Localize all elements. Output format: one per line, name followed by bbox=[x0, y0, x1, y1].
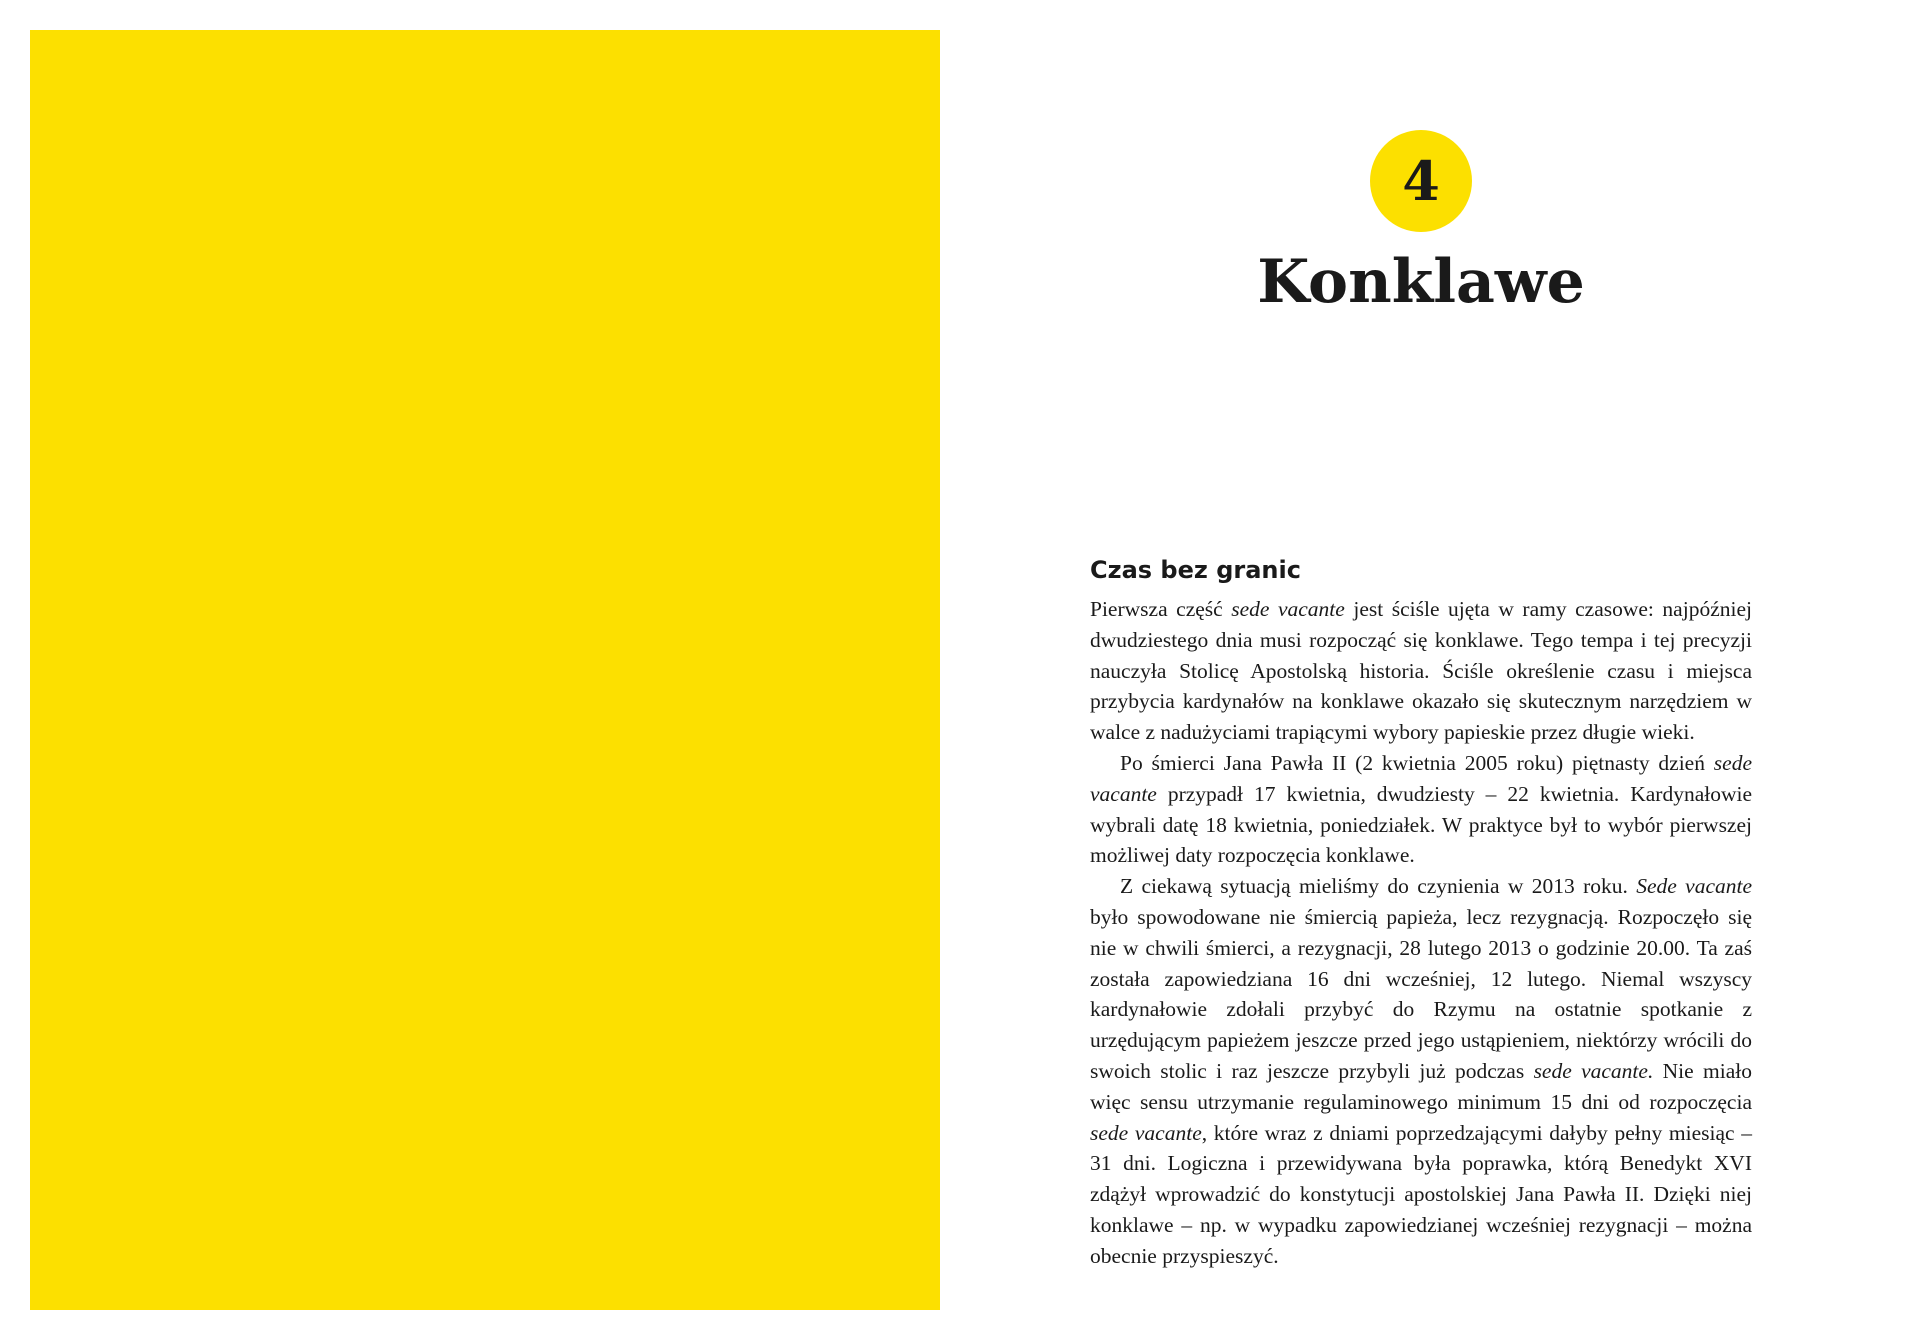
italic-term: Sede vacante bbox=[1636, 874, 1753, 899]
text-run: Po śmierci Jana Pawła II (2 kwietnia 2005 roku) piętnasty dzień bbox=[1120, 750, 1714, 775]
chapter-number: 4 bbox=[1402, 149, 1440, 213]
text-run: Pierwsza część bbox=[1090, 597, 1232, 621]
body-paragraph bbox=[1090, 748, 1752, 871]
italic-term: sede vacante. bbox=[1533, 1058, 1654, 1083]
section bbox=[1090, 552, 1752, 1272]
text-run: , które wraz z dniami poprzedzającymi dałyby pełny miesiąc – 31 dni. Logiczna i przewidywana była poprawka, którą Benedykt XVI zdążył wprowadzić do konstytucji apostolskiej Jana Pawła II. Dzięki niej konklawe – np. w wypadku zapowiedzianej wcześniej rezygnacji – można obecnie przyspieszyć. bbox=[1090, 1120, 1752, 1268]
text-run: przypadł 17 kwietnia, dwudziesty – 22 kwietnia. Kardynałowie wybrali datę 18 kwietnia, poniedziałek. W praktyce był to wybór pierwszej możliwej daty rozpoczęcia konklawe. bbox=[1090, 781, 1752, 868]
body-text bbox=[1090, 594, 1752, 1272]
text-run: jest ściśle ujęta w ramy czasowe: najpóźniej dwudziestego dnia musi rozpocząć się konklawe. Tego tempa i tej precyzji nauczyła Stolicę Apostolską historia. Ściśle określenie czasu i miejsca przybycia kardynałów na konklawe okazało się skutecznym narzędziem w walce z nadużyciami trapiącymi wybory papieskie przez długie wieki. bbox=[1090, 597, 1752, 745]
right-page bbox=[1000, 0, 1925, 1329]
section-heading: Czas bez granic bbox=[1090, 556, 1301, 584]
chapter-title: Konklawe bbox=[1257, 247, 1585, 317]
italic-term: sede vacante bbox=[1090, 750, 1752, 806]
italic-term: sede vacante bbox=[1231, 597, 1345, 621]
left-page-color-panel bbox=[30, 30, 940, 1310]
body-paragraph bbox=[1090, 871, 1752, 1271]
text-run: Z ciekawą sytuacją mieliśmy do czynienia w 2013 roku. bbox=[1120, 874, 1637, 899]
body-paragraph bbox=[1090, 594, 1752, 748]
text-run: było spowodowane nie śmiercią papieża, lecz rezygnacją. Rozpoczęło się nie w chwili śmierci, a rezygnacji, 28 lutego 2013 o godzinie 20.00. Ta zaś została zapowiedziana 16 dni wcześniej, 12 lutego. Niemal wszyscy kardynałowie zdołali przybyć do Rzymu na ostatnie spotkanie z urzędującym papieżem jeszcze przed jego ustąpieniem, niektórzy wrócili do swoich stolic i raz jeszcze przybyli już podczas bbox=[1090, 904, 1752, 1083]
italic-term: sede vacante bbox=[1090, 1120, 1202, 1145]
text-run: Nie miało więc sensu utrzymanie regulaminowego minimum 15 dni od rozpoczęcia bbox=[1090, 1058, 1752, 1114]
chapter-number-badge bbox=[1370, 130, 1472, 232]
